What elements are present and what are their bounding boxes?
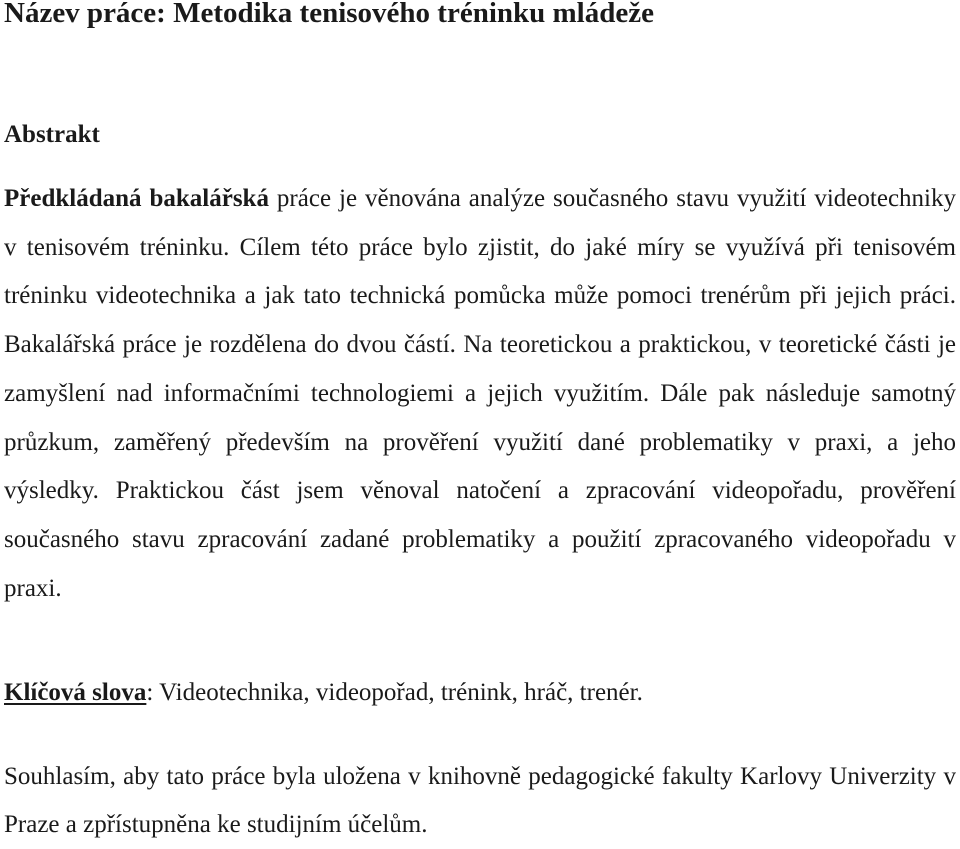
keywords-text: Videotechnika, videopořad, trénink, hráč, trenér.: [159, 679, 643, 706]
keywords-separator: :: [146, 679, 160, 706]
consent-statement: Souhlasím, aby tato práce byla uložena v knihovně pedagogické fakulty Karlovy Univerzity v Praze a zpřístupněna ke studijním účelům.: [4, 763, 956, 838]
keywords-label: Klíčová slova: [4, 679, 147, 706]
abstract-paragraph: [4, 175, 956, 613]
document-title: Název práce: Metodika tenisového tréninku mládeže: [4, 0, 654, 29]
abstract-text: práce je věnována analýze současného stavu využití videotechniky v tenisovém tréninku. Cílem této práce bylo zjistit, do jaké míry se využívá při tenisovém tréninku videotechnika a jak tato technická pomůcka může pomoci trenérům při jejich práci. Bakalářská práce je rozdělena do dvou částí. Na teoretickou a praktickou, v teoretické části je zamyšlení nad informačními technologiemi a jejich využitím. Dále pak následuje samotný průzkum, zaměřený především na prověření využití dané problematiky v praxi, a jeho výsledky. Praktickou část jsem věnoval natočení a zpracování videopořadu, prověření současného stavu zpracování zadané problematiky a použití zpracovaného videopořadu v praxi.: [4, 185, 956, 602]
abstract-lead: Předkládaná bakalářská: [4, 185, 269, 212]
abstract-heading: Abstrakt: [4, 121, 100, 148]
keywords-line: [4, 679, 643, 707]
